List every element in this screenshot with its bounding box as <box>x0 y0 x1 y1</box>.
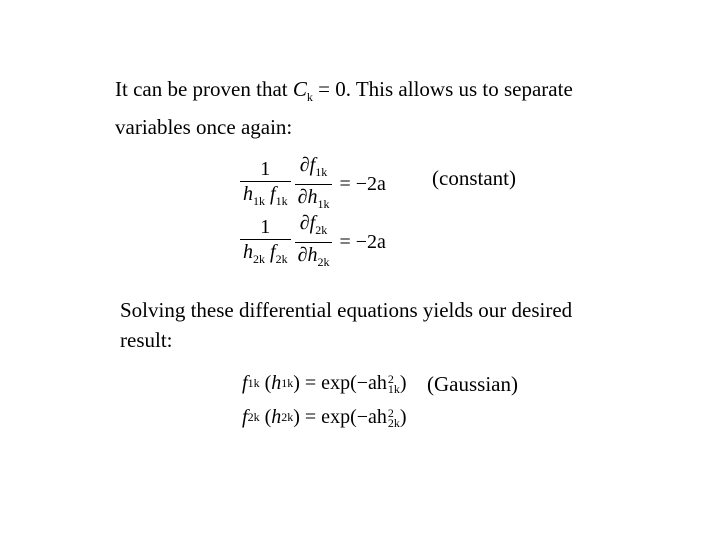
eq4-exp: = exp(−ah <box>304 406 387 428</box>
eq1-fraction-left <box>240 158 291 212</box>
eq1-denominator: $h_{1k}$ $f_{1k}$ <box>240 181 291 212</box>
note-constant: (constant) <box>432 166 516 190</box>
eq2-fraction-right <box>295 212 333 273</box>
equation-2 <box>238 212 391 273</box>
eq1-numerator: 1 <box>260 157 271 180</box>
note-gaussian: (Gaussian) <box>427 372 518 396</box>
equation-4: f 2k ( h 2k ) = exp(−ah 2 2k ) <box>242 405 407 430</box>
equation-1 <box>238 154 391 215</box>
equation-3: f 1k ( h 1k ) = exp(−ah 2 1k ) <box>242 371 407 396</box>
eq2-partial-h: $\partial h_{2k}$ <box>295 242 333 273</box>
eq1-fraction-right <box>295 154 333 215</box>
eq3-exp: = exp(−ah <box>304 372 387 394</box>
result-paragraph: Solving these differential equations yields our desired result: <box>120 298 573 352</box>
intro-text-suffix: = 0. This allows us to separate variables once again: <box>115 77 573 139</box>
eq2-numerator: 1 <box>260 215 271 238</box>
eq4-f: f <box>242 406 248 428</box>
eq2-rhs: = −2a <box>339 231 386 253</box>
eq2-partial-f: $\partial f_{2k}$ <box>299 212 328 237</box>
eq1-partial-f: $\partial f_{1k}$ <box>299 154 328 179</box>
eq2-fraction-left <box>240 216 291 270</box>
eq4-h: h <box>271 406 282 428</box>
eq1-partial-h: $\partial h_{1k}$ <box>295 184 333 215</box>
eq3-f: f <box>242 372 248 394</box>
eq1-rhs: = −2a <box>339 173 386 195</box>
intro-text-prefix: It can be proven that <box>115 77 293 101</box>
eq2-denominator: $h_{2k}$ $f_{2k}$ <box>240 239 291 270</box>
eq3-h: h <box>271 372 282 394</box>
c-symbol: C <box>292 77 307 101</box>
c-subscript: k <box>306 90 313 104</box>
intro-paragraph <box>115 74 585 142</box>
